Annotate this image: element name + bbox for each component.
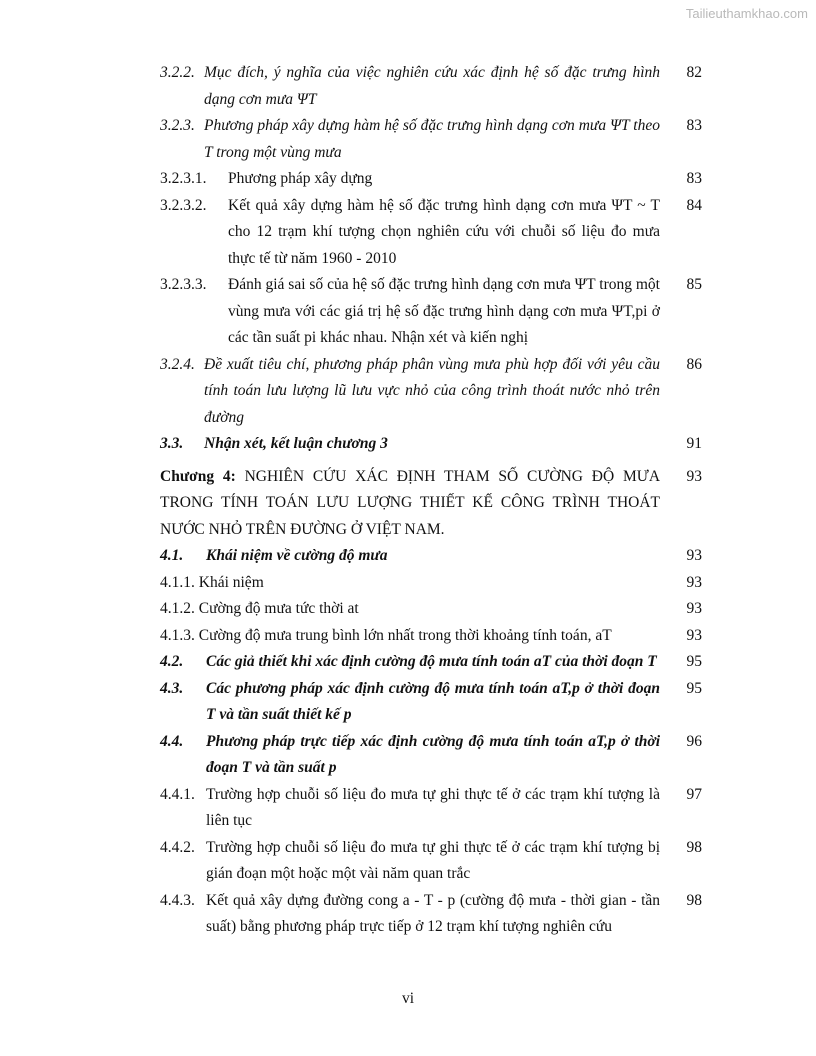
watermark: Tailieuthamkhao.com [685,6,808,21]
toc-page: 96 [686,732,702,750]
toc-page: 93 [686,573,702,591]
toc-title: Đề xuất tiêu chí, phương pháp phân vùng mưa phù hợp đối với yêu cầu tính toán lưu lượng lũ lưu vực nhỏ của công trình thoát nước nhỏ trên đường [204,355,660,426]
toc-entry-4-1-1[interactable] [160,570,708,597]
toc-entry-4-1-2[interactable] [160,596,708,623]
toc-number: 3.2.3.1. [160,170,207,187]
toc-title: Các giả thiết khi xác định cường độ mưa tính toán aT của thời đoạn T [206,653,657,670]
toc-page: 95 [686,679,702,697]
toc-number: 4.4. [160,732,184,750]
toc-title: Nhận xét, kết luận chương 3 [204,435,388,452]
toc-title: Kết quả xây dựng hàm hệ số đặc trưng hình dạng cơn mưa ΨT ~ T cho 12 trạm khí tượng chọn nghiên cứu với chuỗi số liệu đo mưa thực tế từ năm 1960 - 2010 [228,196,660,267]
toc-title: Kết quả xây dựng đường cong a - T - p (cường độ mưa - thời gian - tần suất) bằng phương pháp trực tiếp ở 12 trạm khí tượng nghiên cứu [206,891,660,935]
toc-entry-4-4-3[interactable] [160,888,708,941]
toc-page: 85 [686,276,702,293]
toc-number: 3.2.3.3. [160,276,207,293]
toc-page: 84 [686,196,702,214]
page-number: vi [401,990,415,1007]
toc-page: 91 [686,435,702,452]
toc-page: 98 [686,891,702,909]
toc-page: 82 [686,64,702,81]
toc-title: Các phương pháp xác định cường độ mưa tính toán aT,p ở thời đoạn T và tần suất thiết kế p [206,679,660,723]
toc-title: Phương pháp xây dựng [228,170,373,187]
toc-number: 3.2.4. [160,355,195,373]
toc-number: 3.2.2. [160,64,195,81]
toc-page: 93 [686,547,702,564]
toc-number: 3.3. [160,435,184,452]
toc-entry-3-2-3[interactable] [160,113,708,166]
chapter-title: NGHIÊN CỨU XÁC ĐỊNH THAM SỐ CƯỜNG ĐỘ MƯA TRONG TÍNH TOÁN LƯU LƯỢNG THIẾT KẾ CÔNG TRÌNH THOÁT NƯỚC NHỎ TRÊN ĐƯỜNG Ở VIỆT NAM. [160,467,661,538]
toc-number: 4.4.2. [160,838,195,856]
toc-page: 86 [686,355,702,373]
toc-title: Trường hợp chuỗi số liệu đo mưa tự ghi thực tế ở các trạm khí tượng là liên tục [206,785,660,829]
toc-title: 4.1.1. Khái niệm [160,573,264,591]
toc-title: Phương pháp xây dựng hàm hệ số đặc trưng hình dạng cơn mưa ΨT theo T trong một vùng mưa [204,117,660,161]
toc-page: 93 [686,600,702,617]
toc-number: 3.2.3. [160,117,195,134]
toc-page: 93 [686,467,702,485]
toc-title: Trường hợp chuỗi số liệu đo mưa tự ghi thực tế ở các trạm khí tượng bị gián đoạn một hoặc một vài năm quan trắc [206,838,660,882]
table-of-contents [160,60,708,941]
toc-entry-4-2[interactable] [160,649,708,676]
toc-entry-4-1-3[interactable] [160,623,708,650]
toc-page: 83 [686,170,702,187]
toc-page: 98 [686,838,702,856]
toc-number: 3.2.3.2. [160,196,207,214]
toc-title: Đánh giá sai số của hệ số đặc trưng hình dạng cơn mưa ΨT trong một vùng mưa với các giá trị hệ số đặc trưng hình dạng cơn mưa ΨT,pi ở các tần suất pi khác nhau. Nhận xét và kiến nghị [228,276,660,346]
toc-title: 4.1.2. Cường độ mưa tức thời at [160,600,359,617]
toc-entry-4-1[interactable] [160,543,708,570]
toc-title: 4.1.3. Cường độ mưa trung bình lớn nhất trong thời khoảng tính toán, aT [160,626,612,644]
toc-title: Khái niệm về cường độ mưa [206,547,388,564]
toc-entry-4-4[interactable] [160,729,708,782]
toc-entry-3-2-4[interactable] [160,352,708,432]
toc-entry-chapter-4[interactable] [160,464,708,544]
toc-page: 93 [686,626,702,644]
toc-entry-3-2-3-3[interactable] [160,272,708,352]
toc-page: 83 [686,117,702,134]
toc-entry-3-3[interactable] [160,431,708,458]
toc-title: Mục đích, ý nghĩa của việc nghiên cứu xác định hệ số đặc trưng hình dạng cơn mưa ΨT [204,64,660,108]
toc-entry-3-2-3-1[interactable] [160,166,708,193]
toc-title [160,464,708,544]
toc-entry-3-2-3-2[interactable] [160,193,708,273]
chapter-label: Chương 4: [160,467,236,485]
toc-number: 4.1. [160,547,184,564]
toc-number: 4.4.3. [160,891,195,909]
toc-number: 4.2. [160,653,184,670]
toc-entry-4-4-1[interactable] [160,782,708,835]
toc-title: Phương pháp trực tiếp xác định cường độ mưa tính toán aT,p ở thời đoạn T và tần suất p [206,732,660,776]
toc-entry-4-4-2[interactable] [160,835,708,888]
toc-page: 97 [686,785,702,803]
toc-number: 4.4.1. [160,785,195,803]
toc-entry-3-2-2[interactable] [160,60,708,113]
toc-number: 4.3. [160,679,184,697]
toc-entry-4-3[interactable] [160,676,708,729]
toc-page: 95 [686,653,702,670]
